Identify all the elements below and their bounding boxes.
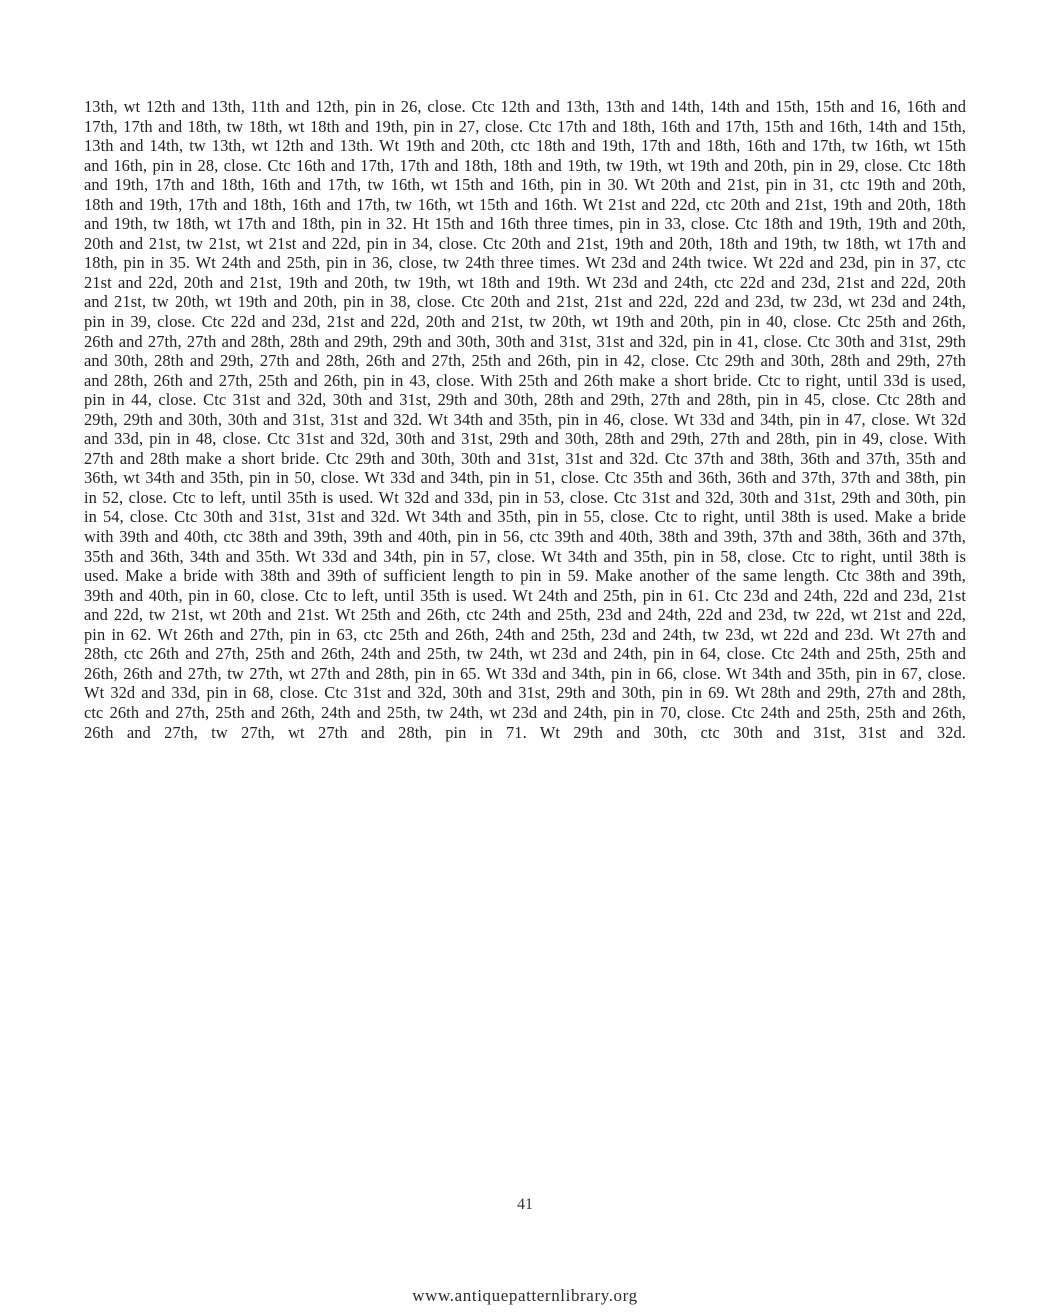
page-number: 41 <box>517 1196 533 1213</box>
body-text: 13th, wt 12th and 13th, 11th and 12th, pin in 26, close. Ctc 12th and 13th, 13th and 14th, 14th and 15th, 15th and 16, 16th and 17th, 17th and 18th, tw 18th, wt 18th and 19th, pin in 27, close. Ctc 17th and 18th, 16th and 17th, 15th and 16th, 14th and 15th, 13th and 14th, tw 13th, wt 12th and 13th. Wt 19th and 20th, ctc 18th and 19th, 17th and 18th, 16th and 17th, tw 16th, wt 15th and 16th, pin in 28, close. Ctc 16th and 17th, 17th and 18th, 18th and 19th, tw 19th, wt 19th and 20th, pin in 29, close. Ctc 18th and 19th, 17th and 18th, 16th and 17th, tw 16th, wt 15th and 16th, pin in 30. Wt 20th and 21st, pin in 31, ctc 19th and 20th, 18th and 19th, 17th and 18th, 16th and 17th, tw 16th, wt 15th and 16th. Wt 21st and 22d, ctc 20th and 21st, 19th and 20th, 18th and 19th, tw 18th, wt 17th and 18th, pin in 32. Ht 15th and 16th three times, pin in 33, close. Ctc 18th and 19th, 19th and 20th, 20th and 21st, tw 21st, wt 21st and 22d, pin in 34, close. Ctc 20th and 21st, 19th and 20th, 18th and 19th, tw 18th, wt 17th and 18th, pin in 35. Wt 24th and 25th, pin in 36, close, tw 24th three times. Wt 23d and 24th twice. Wt 22d and 23d, pin in 37, ctc 21st and 22d, 20th and 21st, 19th and 20th, tw 19th, wt 18th and 19th. Wt 23d and 24th, ctc 22d and 23d, 21st and 22d, 20th and 21st, tw 20th, wt 19th and 20th, pin in 38, close. Ctc 20th and 21st, 21st and 22d, 22d and 23d, tw 23d, wt 23d and 24th, pin in 39, close. Ctc 22d and 23d, 21st and 22d, 20th and 21st, tw 20th, wt 19th and 20th, pin in 40, close. Ctc 25th and 26th, 26th and 27th, 27th and 28th, 28th and 29th, 29th and 30th, 30th and 31st, 31st and 32d, pin in 41, close. Ctc 30th and 31st, 29th and 30th, 28th and 29th, 27th and 28th, 26th and 27th, 25th and 26th, pin in 42, close. Ctc 29th and 30th, 28th and 29th, 27th and 28th, 26th and 27th, 25th and 26th, pin in 43, close. With 25th and 26th make a short bride. Ctc to right, until 33d is used, pin in 44, close. Ctc 31st and 32d, 30th and 31st, 29th and 30th, 28th and 29th, 27th and 28th, pin in 45, close. Ctc 28th and 29th, 29th and 30th, 30th and 31st, 31st and 32d. Wt 34th and 35th, pin in 46, close. Wt 33d and 34th, pin in 47, close. Wt 32d and 33d, pin in 48, close. Ctc 31st and 32d, 30th and 31st, 29th and 30th, 28th and 29th, 27th and 28th, pin in 49, close. With 27th and 28th make a short bride. Ctc 29th and 30th, 30th and 31st, 31st and 32d. Ctc 37th and 38th, 36th and 37th, 35th and 36th, wt 34th and 35th, pin in 50, close. Wt 33d and 34th, pin in 51, close. Ctc 35th and 36th, 36th and 37th, 37th and 38th, pin in 52, close. Ctc to left, until 35th is used. Wt 32d and 33d, pin in 53, close. Ctc 31st and 32d, 30th and 31st, 29th and 30th, pin in 54, close. Ctc 30th and 31st, 31st and 32d. Wt 34th and 35th, pin in 55, close. Ctc to right, until 38th is used. Make a bride with 39th and 40th, ctc 38th and 39th, 39th and 40th, pin in 56, ctc 39th and 40th, 38th and 39th, 37th and 38th, 36th and 37th, 35th and 36th, 34th and 35th. Wt 33d and 34th, pin in 57, close. Wt 34th and 35th, pin in 58, close. Ctc to right, until 38th is used. Make a bride with 38th and 39th of sufficient length to pin in 59. Make another of the same length. Ctc 38th and 39th, 39th and 40th, pin in 60, close. Ctc to left, until 35th is used. Wt 24th and 25th, pin in 61. Ctc 23d and 24th, 22d and 23d, 21st and 22d, tw 21st, wt 20th and 21st. Wt 25th and 26th, ctc 24th and 25th, 23d and 24th, 22d and 23d, tw 22d, wt 21st and 22d, pin in 62. Wt 26th and 27th, pin in 63, ctc 25th and 26th, 24th and 25th, 23d and 24th, tw 23d, wt 22d and 23d. Wt 27th and 28th, ctc 26th and 27th, 25th and 26th, 24th and 25th, tw 24th, wt 23d and 24th, pin in 64, close. Ctc 24th and 25th, 25th and 26th, 26th and 27th, tw 27th, wt 27th and 28th, pin in 65. Wt 33d and 34th, pin in 66, close. Wt 34th and 35th, pin in 67, close. Wt 32d and 33d, pin in 68, close. Ctc 31st and 32d, 30th and 31st, 29th and 30th, pin in 69. Wt 28th and 29th, 27th and 28th, ctc 26th and 27th, 25th and 26th, 24th and 25th, tw 24th, wt 23d and 24th, pin in 70, close. Ctc 24th and 25th, 25th and 26th, 26th and 27th, tw 27th, wt 27th and 28th, pin in 71. Wt 29th and 30th, ctc 30th and 31st, 31st and 32d. <box>84 97 966 742</box>
footer-url: www.antiquepatternlibrary.org <box>412 1286 638 1305</box>
